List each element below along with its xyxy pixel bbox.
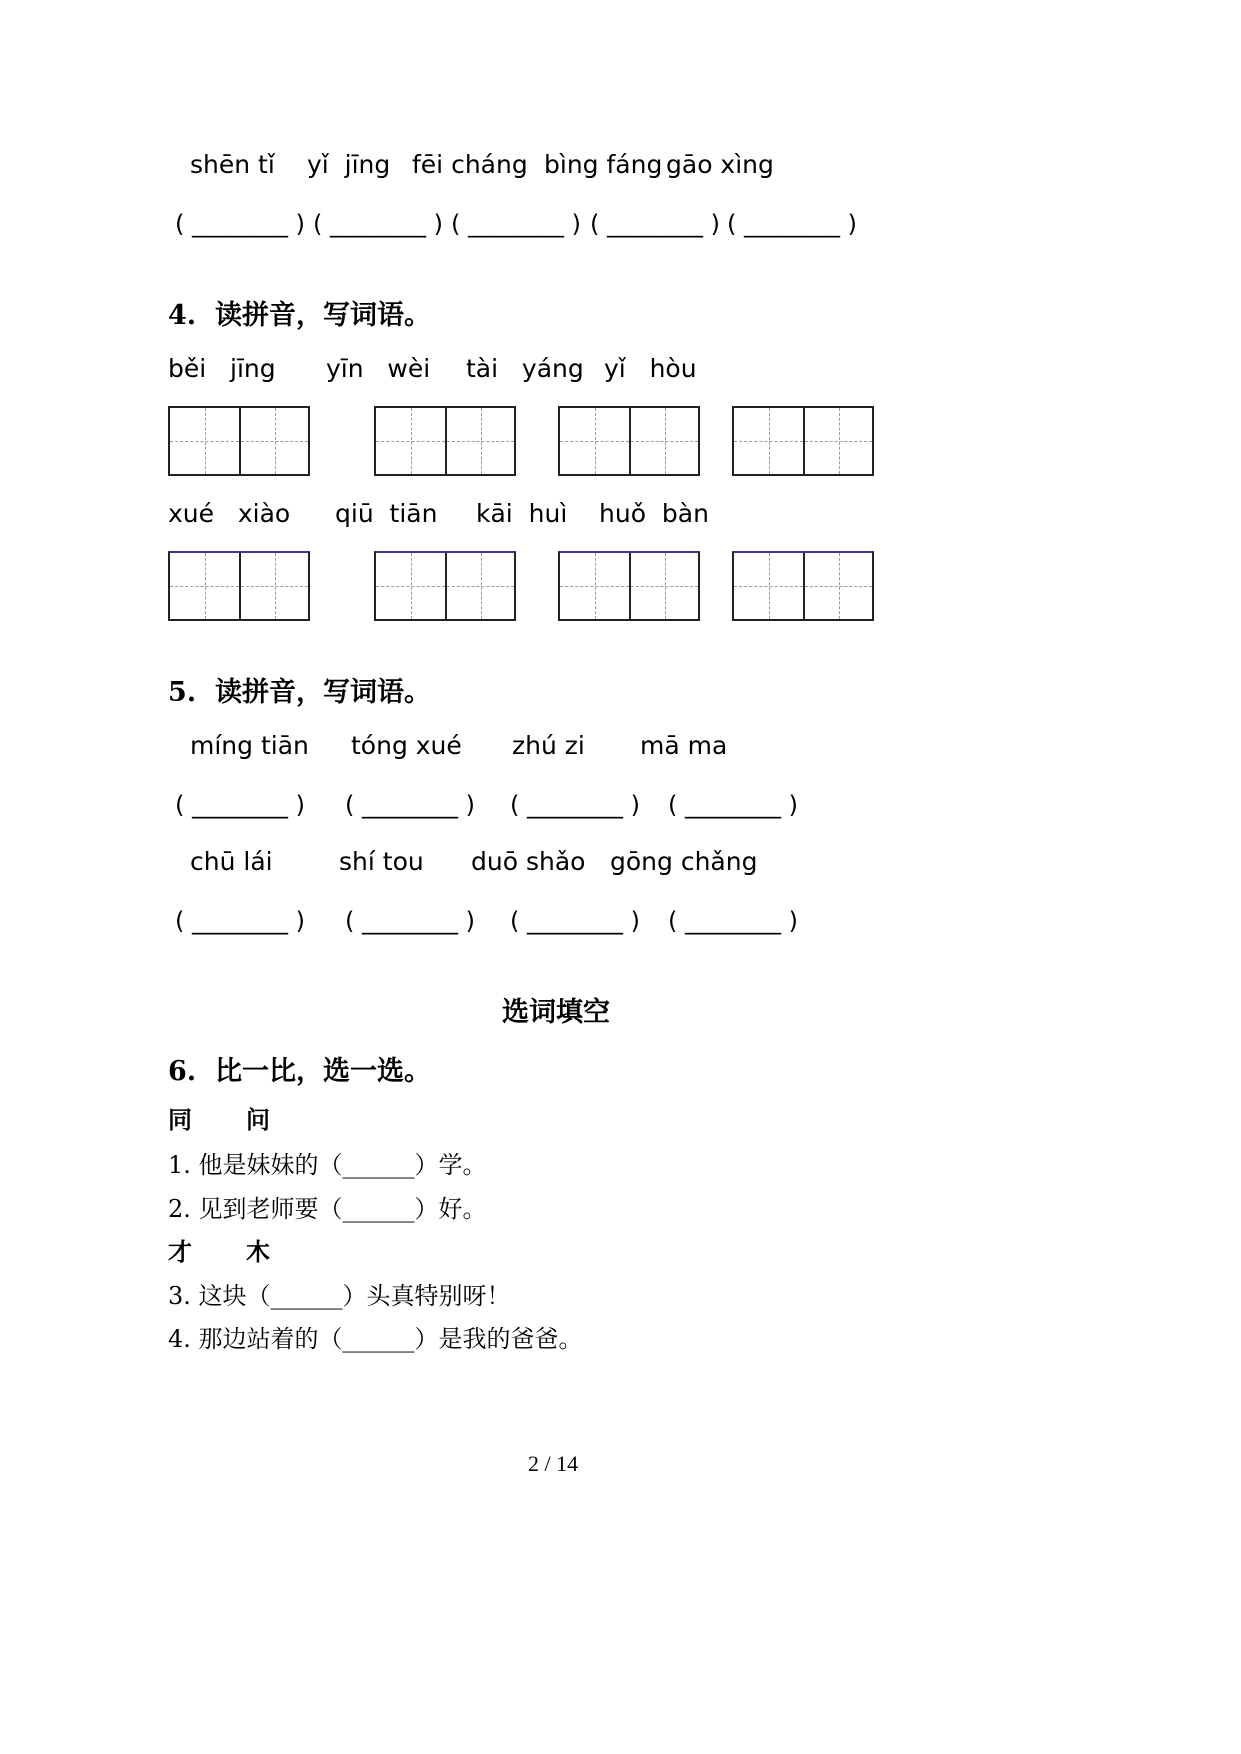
q4-pinyin-8: huǒ bàn [599, 499, 709, 528]
q5-pinyin-2: tóng xué [351, 731, 462, 760]
q5-pinyin-8: gōng chǎng [610, 847, 758, 876]
q4-pinyin-3: tài yáng [466, 354, 584, 383]
q5-answer-blank-6[interactable]: ( ________ ) [345, 907, 475, 935]
q4-pinyin-4: yǐ hòu [604, 354, 697, 383]
writing-grid[interactable] [374, 406, 516, 476]
q3-answer-blank-1[interactable]: ( ________ ) [175, 210, 305, 238]
q4-pinyin-6: qiū tiān [335, 499, 438, 528]
q6-sentence-1: 1. 他是妹妹的（______）学。 [168, 1151, 487, 1179]
word-choice-1: 同 [168, 1105, 192, 1134]
writing-grid[interactable] [558, 551, 700, 621]
writing-grid[interactable] [558, 406, 700, 476]
q5-title: 5. 读拼音，写词语。 [168, 677, 431, 708]
q4-pinyin-7: kāi huì [476, 499, 568, 528]
q5-pinyin-7: duō shǎo [471, 847, 586, 876]
q5-pinyin-6: shí tou [339, 847, 424, 876]
writing-grid[interactable] [732, 406, 874, 476]
word-choice-3: 才 [168, 1237, 192, 1266]
q5-answer-blank-2[interactable]: ( ________ ) [345, 791, 475, 819]
q3-pinyin-3: fēi cháng [412, 150, 528, 179]
q4-pinyin-5: xué xiào [168, 499, 291, 528]
q3-answer-blank-2[interactable]: ( ________ ) [313, 210, 443, 238]
q3-pinyin-5: gāo xìng [666, 150, 774, 179]
q4-pinyin-2: yīn wèi [326, 354, 431, 383]
q5-pinyin-3: zhú zi [512, 731, 585, 760]
q6-title: 6. 比一比，选一选。 [168, 1056, 431, 1087]
q3-pinyin-4: bìng fáng [544, 150, 663, 179]
writing-grid[interactable] [168, 551, 310, 621]
q5-pinyin-5: chū lái [190, 847, 273, 876]
writing-grid[interactable] [168, 406, 310, 476]
word-choice-2: 问 [246, 1105, 270, 1134]
q6-sentence-4: 4. 那边站着的（______）是我的爸爸。 [168, 1325, 583, 1353]
q3-answer-blank-4[interactable]: ( ________ ) [590, 210, 720, 238]
q3-answer-blank-5[interactable]: ( ________ ) [727, 210, 857, 238]
q3-answer-blank-3[interactable]: ( ________ ) [451, 210, 581, 238]
q4-pinyin-1: běi jīng [168, 354, 276, 383]
q3-pinyin-2: yǐ jīng [307, 150, 391, 179]
q5-answer-blank-3[interactable]: ( ________ ) [510, 791, 640, 819]
q5-pinyin-1: míng tiān [190, 731, 309, 760]
q6-sentence-2: 2. 见到老师要（______）好。 [168, 1195, 487, 1223]
q5-answer-blank-7[interactable]: ( ________ ) [510, 907, 640, 935]
q3-pinyin-1: shēn tǐ [190, 150, 275, 179]
q5-pinyin-4: mā ma [640, 731, 728, 760]
q5-answer-blank-4[interactable]: ( ________ ) [668, 791, 798, 819]
q5-answer-blank-1[interactable]: ( ________ ) [175, 791, 305, 819]
writing-grid[interactable] [732, 551, 874, 621]
q5-answer-blank-8[interactable]: ( ________ ) [668, 907, 798, 935]
section-title: 选词填空 [502, 997, 610, 1028]
word-choice-4: 木 [246, 1237, 270, 1266]
writing-grid[interactable] [374, 551, 516, 621]
q4-title: 4. 读拼音，写词语。 [168, 300, 431, 331]
q5-answer-blank-5[interactable]: ( ________ ) [175, 907, 305, 935]
q6-sentence-3: 3. 这块（______）头真特别呀！ [168, 1282, 511, 1310]
page-number: 2 / 14 [528, 1451, 579, 1476]
